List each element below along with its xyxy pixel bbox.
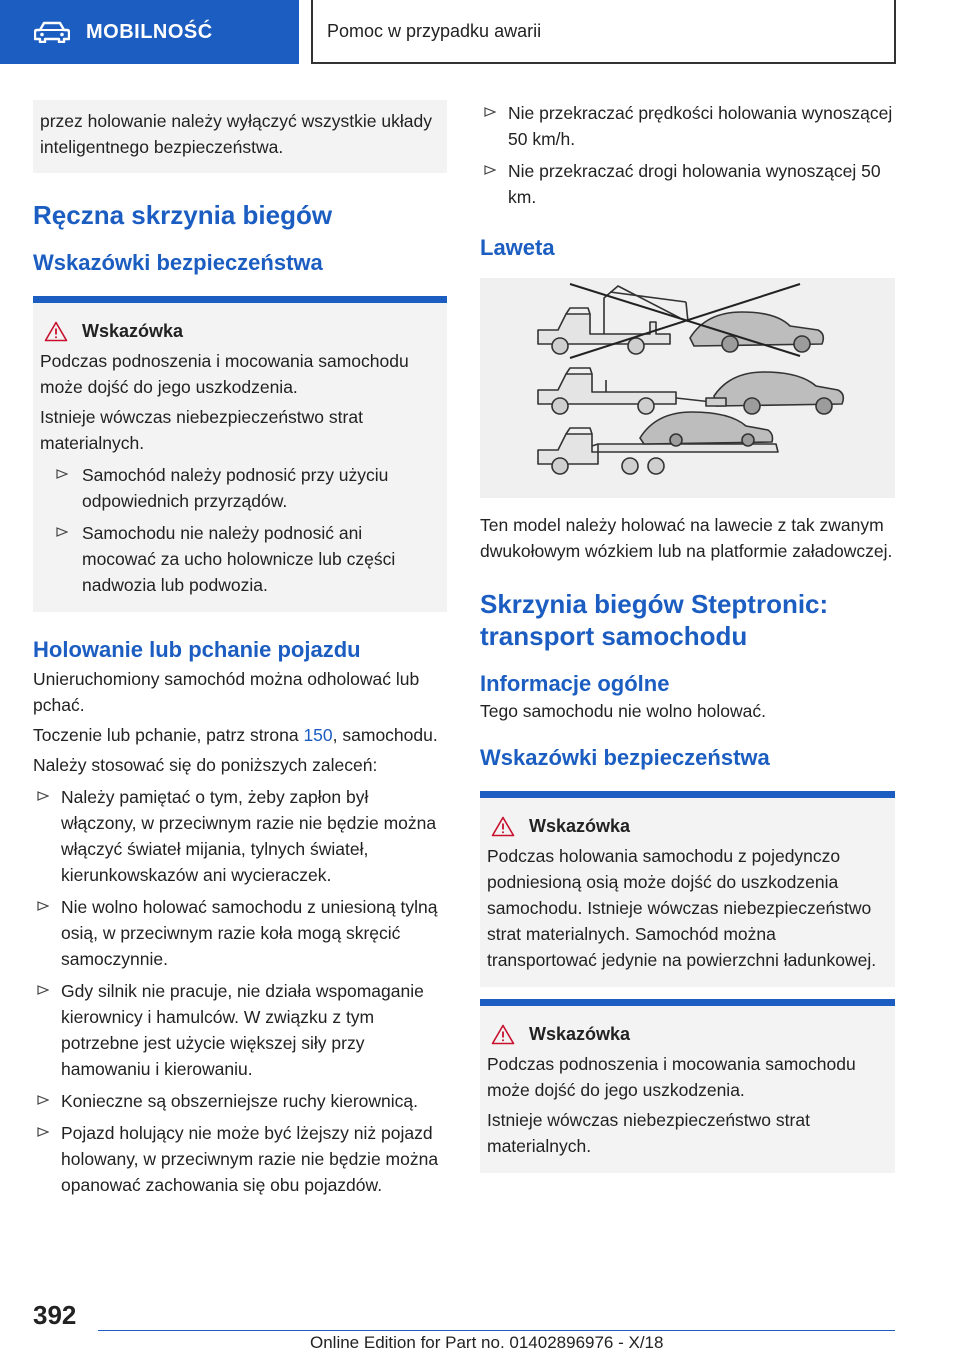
bullet-triangle-icon [37, 900, 49, 912]
heading-info: Informacje ogólne [480, 671, 670, 696]
page-number: 392 [33, 1300, 77, 1330]
heading-steptronic: Skrzynia biegów Steptronic: transport samochodu [480, 589, 829, 651]
warning-title: Wskazówka [529, 1024, 631, 1044]
warning-title: Wskazówka [82, 321, 184, 341]
warning-header [40, 321, 440, 342]
laweta-paragraph: Ten model należy holować na lawecie z tak zwanym dwukołowym wózkiem lub na platformie załadowczej. [480, 515, 893, 561]
warning-box-left [33, 296, 447, 612]
list-item: Konieczne są obszerniejsze ruchy kierownicą. [33, 1088, 447, 1114]
warning-box-right-2 [480, 999, 895, 1173]
warning-paragraph: Podczas podnoszenia i mocowania samochodu może dojść do jego uszkodzenia. [40, 351, 409, 397]
bullet-triangle-icon [37, 790, 49, 802]
towing-paragraph: Należy stosować się do poniższych zaleceń: [33, 755, 378, 775]
info-paragraph: Tego samochodu nie wolno holować. [480, 701, 767, 721]
list-item: Należy pamiętać o tym, żeby zapłon był włączony, w przeciwnym razie nie będzie można włączyć świateł mijania, tylnych świateł, kierunkowskazów ani wycieraczek. [33, 784, 447, 888]
towing-paragraph: Toczenie lub pchanie, patrz strona 150, samochodu. [33, 725, 438, 745]
page-link[interactable]: 150 [303, 725, 333, 745]
warning-paragraph: Podczas holowania samochodu z pojedynczo podniesioną osią może dojść do uszkodzenia samochodu. Istnieje wówczas niebezpieczeństwo strat materialnych. Samochód można transportować jedynie na powierzchni ładunkowej. [487, 846, 877, 970]
car-icon [34, 21, 70, 43]
list-item: Nie wolno holować samochodu z uniesioną tylną osią, w przeciwnym razie koła mogą skręcić samoczynnie. [33, 894, 447, 972]
section-label: MOBILNOŚĆ [86, 20, 213, 43]
warning-paragraph: Podczas podnoszenia i mocowania samochodu może dojść do jego uszkodzenia. [487, 1054, 856, 1100]
warning-box-right-1 [480, 791, 895, 987]
warning-triangle-icon [491, 816, 515, 837]
tow-truck-diagram [480, 278, 895, 498]
bullet-triangle-icon [484, 164, 496, 176]
warning-header [487, 816, 888, 837]
bullet-triangle-icon [37, 984, 49, 996]
list-item: Samochód należy podnosić przy użyciu odpowiednich przyrządów. [40, 462, 440, 514]
list-item: Nie przekraczać drogi holowania wynoszącej 50 km. [480, 158, 895, 210]
list-item: Pojazd holujący nie może być lżejszy niż pojazd holowany, w przeciwnym razie nie będzie można opanować zachowania się obu pojazdów. [33, 1120, 447, 1198]
list-item: Samochodu nie należy podnosić ani mocować za ucho holownicze lub części nadwozia lub podwozia. [40, 520, 440, 598]
continued-note-box [33, 100, 447, 173]
bullet-triangle-icon [37, 1126, 49, 1138]
warning-triangle-icon [491, 1024, 515, 1045]
edition-info: Online Edition for Part no. 01402896976 - X/18 [310, 1333, 664, 1352]
warning-paragraph: Istnieje wówczas niebezpieczeństwo strat materialnych. [40, 407, 363, 453]
bullet-triangle-icon [56, 468, 68, 480]
warning-paragraph: Istnieje wówczas niebezpieczeństwo strat materialnych. [487, 1110, 810, 1156]
warning-title: Wskazówka [529, 816, 631, 836]
left-column [33, 100, 447, 1198]
list-item: Nie przekraczać prędkości holowania wynoszącej 50 km/h. [480, 100, 895, 152]
heading-laweta: Laweta [480, 235, 555, 260]
continued-note-text: przez holowanie należy wyłączyć wszystkie układy inteligentnego bezpieczeństwa. [40, 111, 432, 157]
bullet-triangle-icon [37, 1094, 49, 1106]
towing-illustration [480, 278, 895, 498]
speed-bullet-list [480, 100, 895, 210]
heading-safety-left: Wskazówki bezpieczeństwa [33, 250, 323, 275]
bullet-triangle-icon [56, 526, 68, 538]
bullet-triangle-icon [484, 106, 496, 118]
page-header [0, 0, 960, 64]
heading-safety-right: Wskazówki bezpieczeństwa [480, 745, 770, 770]
footer-divider [98, 1330, 895, 1331]
section-tab[interactable] [0, 0, 299, 64]
heading-towing: Holowanie lub pchanie pojazdu [33, 637, 361, 662]
list-item: Gdy silnik nie pracuje, nie działa wspomaganie kierownicy i hamulców. W związku z tym potrzebne jest użycie większej siły przy hamowaniu i kierowaniu. [33, 978, 447, 1082]
heading-manual-gearbox: Ręczna skrzynia biegów [33, 200, 333, 230]
towing-paragraph: Unieruchomiony samochód można odholować lub pchać. [33, 669, 420, 715]
chapter-title: Pomoc w przypadku awarii [327, 20, 542, 41]
towing-bullet-list [33, 784, 447, 1198]
chapter-title-box [311, 0, 896, 64]
warning-triangle-icon [44, 321, 68, 342]
right-column [480, 100, 895, 1173]
warning-header [487, 1024, 888, 1045]
warning-bullet-list [40, 462, 440, 598]
